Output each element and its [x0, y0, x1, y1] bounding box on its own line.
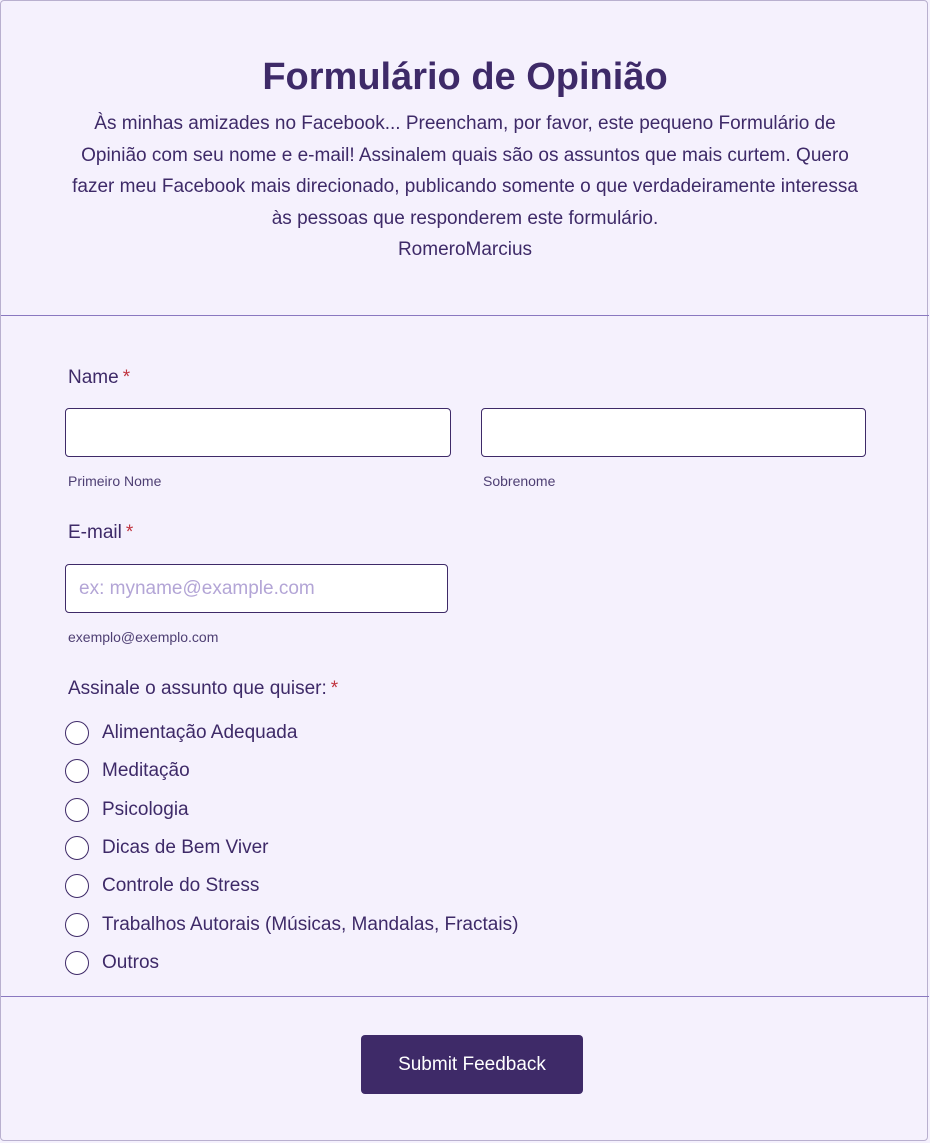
topic-option-label: Controle do Stress: [102, 875, 260, 897]
form-footer-divider: [1, 996, 929, 997]
topic-option[interactable]: [65, 944, 518, 982]
description-signature: RomeroMarcius: [397, 239, 533, 260]
topic-option-label: Dicas de Bem Viver: [102, 837, 269, 859]
submit-feedback-button[interactable]: Submit Feedback: [361, 1035, 583, 1094]
form-description: [61, 108, 869, 266]
topic-option-label: Psicologia: [102, 798, 189, 820]
email-label: [68, 522, 133, 544]
email-label-text: E-mail: [68, 522, 122, 543]
topics-radio-group: [65, 714, 518, 982]
email-input[interactable]: [65, 564, 448, 613]
description-text: Às minhas amizades no Facebook... Preencham, por favor, este pequeno Formulário de Opinião com seu nome e e-mail! Assinalem quais são os assuntos que mais curtem. Quero fazer meu Facebook mais direcionado, publicando somente o que verdadeiramente interessa às pessoas que responderem este formulário.: [72, 113, 858, 229]
radio-button[interactable]: [65, 836, 89, 860]
topic-option-label: Meditação: [102, 760, 190, 782]
topic-option-label: Alimentação Adequada: [102, 722, 298, 744]
form-header: [1, 1, 929, 316]
name-required-mark: *: [122, 367, 131, 388]
topic-option[interactable]: [65, 829, 518, 867]
topic-option[interactable]: [65, 867, 518, 905]
radio-button[interactable]: [65, 874, 89, 898]
last-name-sublabel: Sobrenome: [483, 473, 556, 489]
topics-label-text: Assinale o assunto que quiser:: [68, 678, 327, 699]
email-sublabel: exemplo@exemplo.com: [68, 629, 219, 645]
topics-required-mark: *: [330, 678, 339, 699]
radio-button[interactable]: [65, 913, 89, 937]
first-name-sublabel: Primeiro Nome: [68, 473, 162, 489]
radio-button[interactable]: [65, 798, 89, 822]
first-name-input[interactable]: [65, 408, 451, 457]
radio-button[interactable]: [65, 721, 89, 745]
topic-option[interactable]: [65, 714, 518, 752]
last-name-input[interactable]: [481, 408, 866, 457]
name-label: [68, 367, 130, 389]
name-label-text: Name: [68, 367, 119, 388]
topic-option[interactable]: [65, 752, 518, 790]
radio-button[interactable]: [65, 951, 89, 975]
topics-label: [68, 678, 338, 700]
topic-option[interactable]: [65, 791, 518, 829]
topic-option-label: Outros: [102, 951, 160, 973]
email-required-mark: *: [125, 522, 134, 543]
form-title: Formulário de Opinião: [262, 56, 668, 98]
topic-option-label: Trabalhos Autorais (Músicas, Mandalas, Fractais): [102, 913, 519, 935]
topic-option[interactable]: [65, 905, 518, 943]
radio-button[interactable]: [65, 759, 89, 783]
